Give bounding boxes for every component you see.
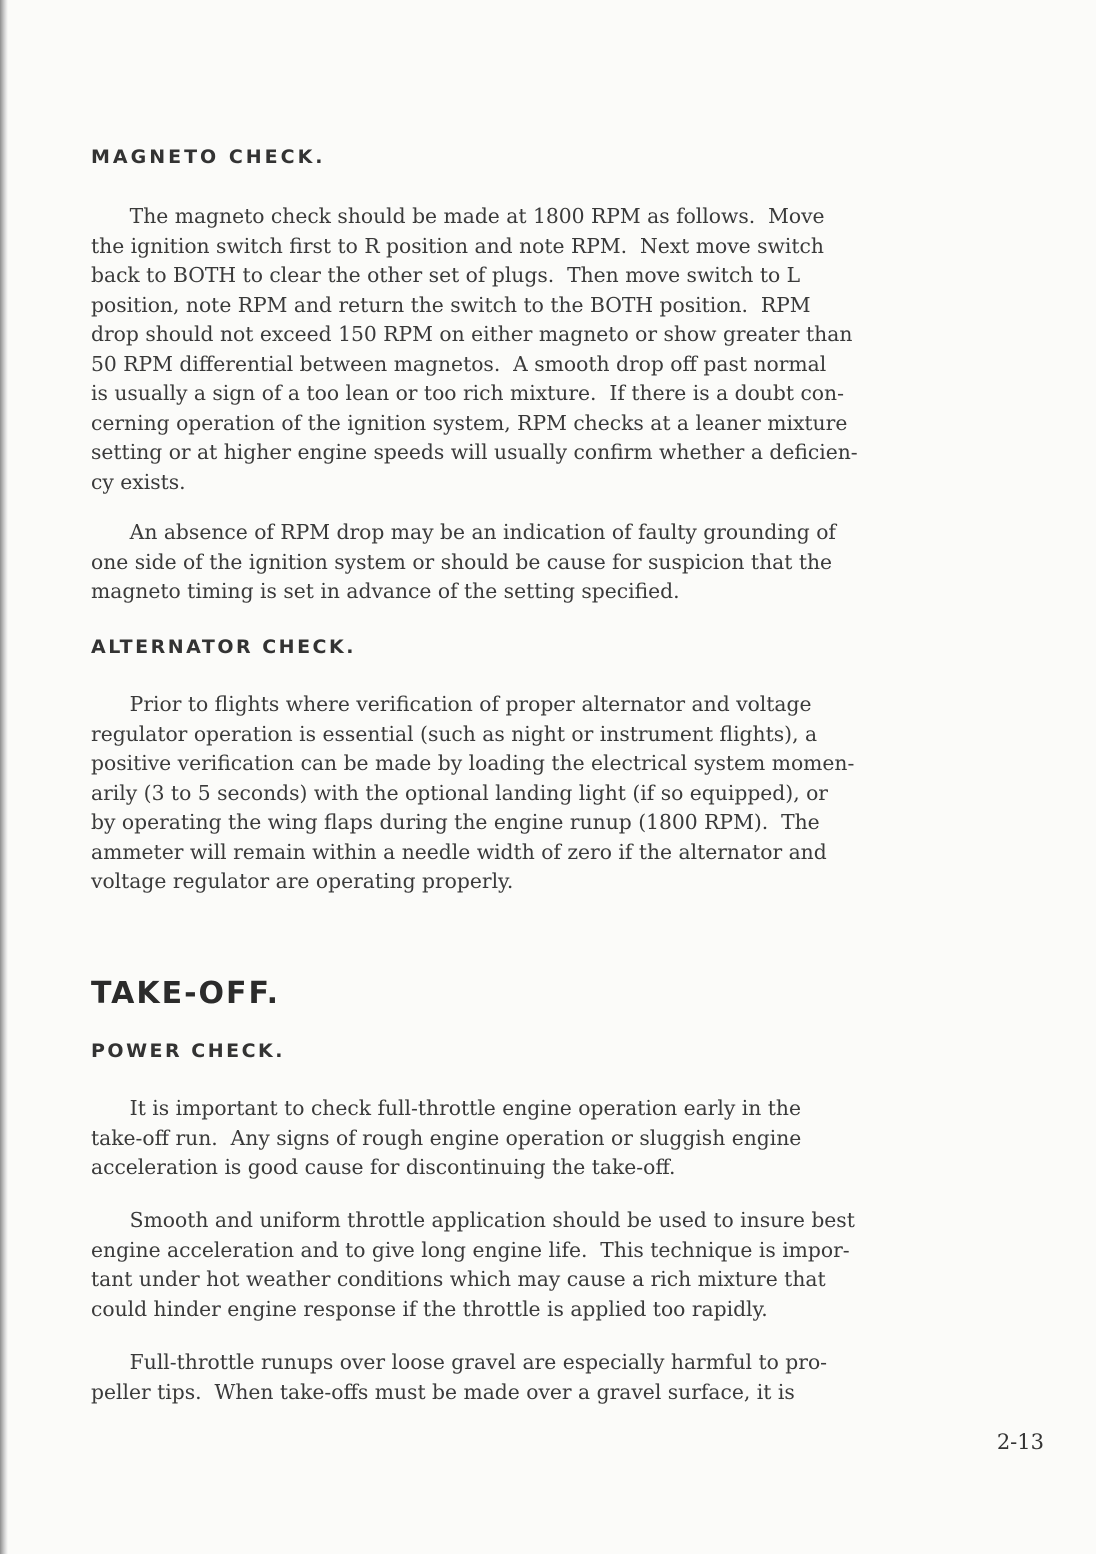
throttle-application-paragraph — [91, 1206, 1041, 1324]
alternator-check-paragraph — [91, 690, 1041, 897]
text-line: one side of the ignition system or should be cause for suspicion that the — [91, 549, 833, 574]
text-line: regulator operation is essential (such as night or instrument flights), a — [91, 721, 818, 746]
text-line: back to BOTH to clear the other set of plugs. Then move switch to L — [91, 263, 801, 287]
text-line: acceleration is good cause for discontinuing the take-off. — [91, 1155, 676, 1179]
text-line: Full-throttle runups over loose gravel are especially harmful to pro- — [91, 1350, 828, 1374]
text-line: Smooth and uniform throttle application should be used to insure best — [91, 1208, 855, 1232]
text-line: The magneto check should be made at 1800 RPM as follows. Move — [91, 204, 825, 228]
alternator-check-heading: ALTERNATOR CHECK. — [91, 636, 356, 658]
text-line: 50 RPM differential between magnetos. A smooth drop off past normal — [91, 351, 827, 376]
text-line: It is important to check full-throttle engine operation early in the — [91, 1096, 801, 1120]
page-number: 2-13 — [996, 1430, 1044, 1454]
text-line: cy exists. — [91, 469, 186, 494]
text-line: peller tips. When take-offs must be made over a gravel surface, it is — [91, 1379, 795, 1404]
page-binding-edge — [0, 0, 8, 1554]
text-line: magneto timing is set in advance of the setting specified. — [91, 579, 680, 603]
text-line: positive verification can be made by loading the electrical system momen- — [91, 751, 855, 775]
text-line: could hinder engine response if the throttle is applied too rapidly. — [91, 1296, 768, 1321]
rpm-drop-paragraph — [91, 518, 1041, 607]
power-check-paragraph — [91, 1094, 1041, 1183]
text-line: setting or at higher engine speeds will usually confirm whether a deficien- — [91, 440, 858, 464]
gravel-runup-paragraph — [91, 1348, 1041, 1407]
text-line: by operating the wing flaps during the engine runup (1800 RPM). The — [91, 810, 820, 834]
text-line: drop should not exceed 150 RPM on either magneto or show greater than — [91, 322, 853, 346]
text-line: take-off run. Any signs of rough engine operation or sluggish engine — [91, 1125, 802, 1150]
text-line: voltage regulator are operating properly. — [91, 869, 514, 893]
power-check-heading: POWER CHECK. — [91, 1040, 285, 1062]
text-line: Prior to flights where verification of proper alternator and voltage — [91, 692, 812, 716]
magneto-check-paragraph — [91, 202, 1041, 497]
text-line: cerning operation of the ignition system, RPM checks at a leaner mixture — [91, 410, 848, 435]
magneto-check-heading: MAGNETO CHECK. — [91, 146, 326, 168]
text-line: tant under hot weather conditions which may cause a rich mixture that — [91, 1267, 826, 1291]
text-line: arily (3 to 5 seconds) with the optional landing light (if so equipped), or — [91, 780, 828, 805]
text-line: is usually a sign of a too lean or too rich mixture. If there is a doubt con- — [91, 381, 844, 405]
text-line: An absence of RPM drop may be an indication of faulty grounding of — [91, 520, 836, 544]
take-off-title: TAKE-OFF. — [91, 976, 281, 1011]
text-line: the ignition switch first to R position and note RPM. Next move switch — [91, 233, 824, 258]
text-line: ammeter will remain within a needle width of zero if the alternator and — [91, 839, 827, 864]
text-line: position, note RPM and return the switch to the BOTH position. RPM — [91, 292, 811, 317]
text-line: engine acceleration and to give long engine life. This technique is impor- — [91, 1237, 850, 1262]
